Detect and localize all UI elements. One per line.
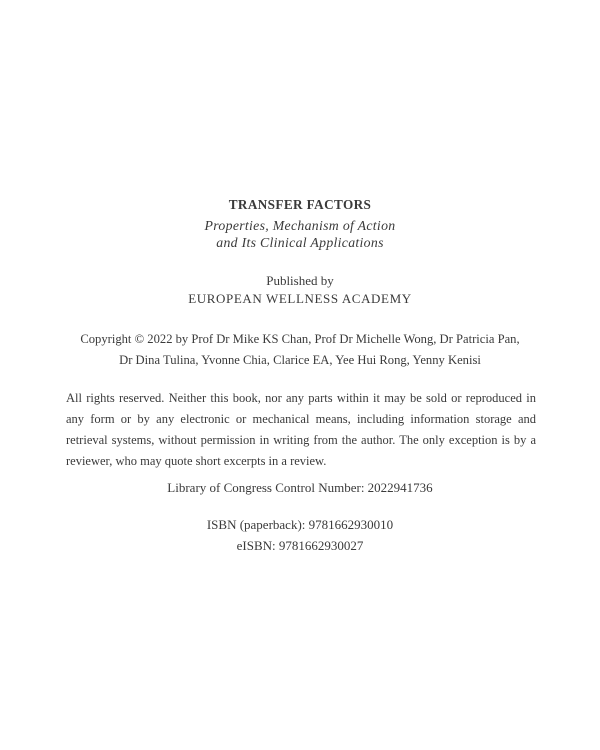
book-subtitle-line-2: and Its Clinical Applications [216,235,384,250]
publisher-name: EUROPEAN WELLNESS ACADEMY [188,291,412,306]
lccn-line: Library of Congress Control Number: 2022941736 [167,480,433,495]
book-title: TRANSFER FACTORS [228,197,372,212]
rights-statement: All rights reserved. Neither this book, nor any parts within it may be sold or reproduced in any form or by any electronic or mechanical means, including information storage and retrieval systems, without permission in writing from the author. The only exception is by a reviewer, who may quote short excerpts in a review. [66,391,536,468]
copyright-notice-line-1: Copyright © 2022 by Prof Dr Mike KS Chan, Prof Dr Michelle Wong, Dr Patricia Pan, [80,332,520,346]
eisbn-line: eISBN: 9781662930027 [236,538,364,553]
copyright-notice-line-2: Dr Dina Tulina, Yvonne Chia, Clarice EA, Yee Hui Rong, Yenny Kenisi [119,353,481,367]
isbn-paperback-line: ISBN (paperback): 9781662930010 [206,517,394,532]
book-subtitle-line-1: Properties, Mechanism of Action [204,218,396,233]
published-by-label: Published by [266,273,334,288]
